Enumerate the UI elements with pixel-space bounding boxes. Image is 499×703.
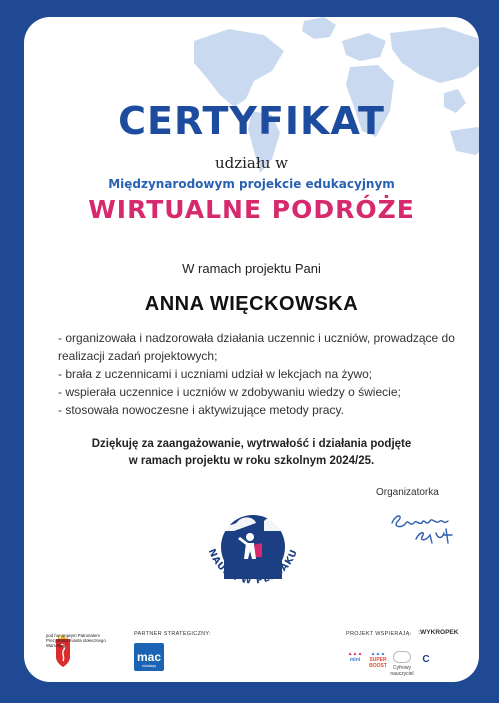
mac-logo-word: mac (136, 650, 162, 664)
c-logo-text: C (422, 654, 430, 665)
subtitle-project-type: Międzynarodowym projekcie edukacyjnym (108, 177, 395, 191)
cyfrowy-nauczyciel-logo (390, 651, 414, 677)
thanks-text (24, 436, 479, 470)
wykropek-logo-text: WYKROPEK (420, 629, 459, 636)
project-name: WIRTUALNE PODRÓŻE (88, 195, 415, 224)
organizer-label: Organizatorka (376, 487, 439, 498)
logo-text: NAUKA W PLECAKU (205, 547, 301, 587)
supporters-label: PROJEKT WSPIERAJĄ: (346, 631, 412, 637)
duty-line: - wspierała uczennice i uczniów w zdobywaniu wiedzy o świecie; (58, 385, 401, 399)
super-boost-logo: ▲▲▲ SUPER BOOST (369, 651, 387, 669)
c-logo (416, 651, 436, 673)
partner-label: PARTNER STRATEGICZNY: (134, 631, 211, 637)
recipient-name: ANNA WIĘCKOWSKA (144, 293, 359, 315)
mini-logo: ▲▲▲ mini (347, 651, 363, 663)
duty-line: - stosowała nowoczesne i aktywizujące metody pracy. (58, 403, 344, 417)
warsaw-patronage-text: pod honorowym Patronatem Prezydenta miasta stołecznego Warszawy (46, 633, 106, 648)
thanks-line: Dziękuję za zaangażowanie, wytrwałość i działania podjęte (91, 438, 412, 450)
certificate-title: CERTYFIKAT (118, 99, 385, 143)
mac-logo-sub: edukacja (141, 664, 156, 668)
footer-sponsors (24, 621, 479, 681)
super-boost-logo-text: SUPER BOOST (369, 657, 387, 669)
certificate-card (24, 17, 479, 682)
mac-edukacja-logo (134, 643, 164, 671)
nauka-w-plecaku-logo (194, 501, 312, 609)
duties-list (58, 329, 458, 419)
handwritten-signature (386, 505, 466, 547)
subtitle-participation: udziału w (214, 154, 289, 172)
wykropek-logo: :WYKROPEK (418, 629, 459, 636)
duty-line: - brała z uczennicami i uczniami udział w lekcjach na żywo; (58, 367, 373, 381)
duty-line: - organizowała i nadzorowała działania uczennic i uczniów, prowadzące do (58, 331, 455, 345)
duty-line: realizacji zadań projektowych; (58, 349, 218, 363)
thanks-line: w ramach projektu w roku szkolnym 2024/25. (128, 455, 375, 467)
mini-logo-text: mini (349, 657, 361, 663)
intro-text: W ramach projektu Pani (182, 261, 321, 276)
cyfrowy-logo-text: Cyfrowy nauczyciel (390, 665, 414, 677)
